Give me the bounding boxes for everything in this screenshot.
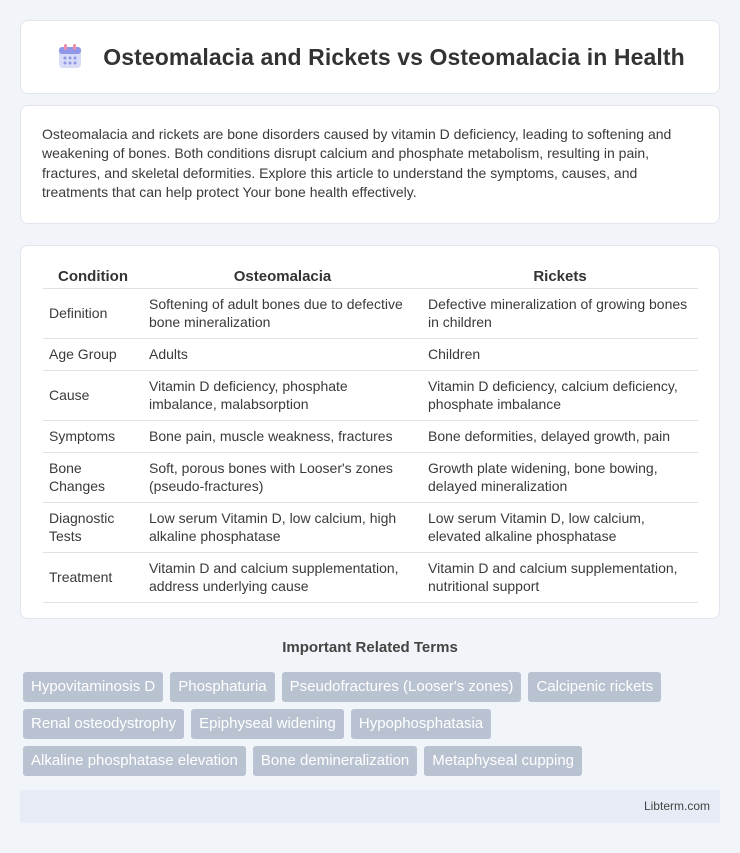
- rickets-cell: Defective mineralization of growing bones in children: [422, 289, 698, 339]
- related-term-tag[interactable]: Metaphyseal cupping: [424, 746, 582, 776]
- row-label: Definition: [43, 289, 143, 339]
- calendar-icon: [55, 42, 85, 72]
- rickets-cell: Bone deformities, delayed growth, pain: [422, 421, 698, 453]
- footer: [20, 790, 720, 823]
- table-row: [43, 339, 698, 371]
- comparison-table-card: [20, 245, 720, 619]
- header-card: [20, 20, 720, 94]
- table-row: [43, 289, 698, 339]
- table-row: [43, 503, 698, 553]
- rickets-cell: Low serum Vitamin D, low calcium, elevated alkaline phosphatase: [422, 503, 698, 553]
- row-label: Cause: [43, 371, 143, 421]
- related-term-tag[interactable]: Phosphaturia: [170, 672, 274, 702]
- related-term-tag[interactable]: Hypovitaminosis D: [23, 672, 163, 702]
- related-term-tag[interactable]: Bone demineralization: [253, 746, 417, 776]
- osteomalacia-cell: Vitamin D deficiency, phosphate imbalance, malabsorption: [143, 371, 422, 421]
- related-terms-list: [23, 672, 723, 783]
- row-label: Age Group: [43, 339, 143, 371]
- related-term-tag[interactable]: Renal osteodystrophy: [23, 709, 184, 739]
- related-term-tag[interactable]: Pseudofractures (Looser's zones): [282, 672, 522, 702]
- osteomalacia-cell: Low serum Vitamin D, low calcium, high alkaline phosphatase: [143, 503, 422, 553]
- osteomalacia-cell: Vitamin D and calcium supplementation, address underlying cause: [143, 553, 422, 603]
- osteomalacia-cell: Softening of adult bones due to defective bone mineralization: [143, 289, 422, 339]
- table-row: [43, 421, 698, 453]
- osteomalacia-cell: Bone pain, muscle weakness, fractures: [143, 421, 422, 453]
- related-term-tag[interactable]: Alkaline phosphatase elevation: [23, 746, 246, 776]
- table-header-row: [43, 265, 698, 289]
- row-label: Treatment: [43, 553, 143, 603]
- related-term-tag[interactable]: Calcipenic rickets: [528, 672, 661, 702]
- table-row: [43, 453, 698, 503]
- rickets-cell: Vitamin D deficiency, calcium deficiency, phosphate imbalance: [422, 371, 698, 421]
- intro-card: [20, 105, 720, 224]
- osteomalacia-cell: Adults: [143, 339, 422, 371]
- row-label: Bone Changes: [43, 453, 143, 503]
- header-rickets: Rickets: [422, 265, 698, 289]
- table-row: [43, 553, 698, 603]
- related-terms-title: Important Related Terms: [282, 639, 458, 656]
- osteomalacia-cell: Soft, porous bones with Looser's zones (pseudo-fractures): [143, 453, 422, 503]
- related-term-tag[interactable]: Epiphyseal widening: [191, 709, 344, 739]
- related-term-tag[interactable]: Hypophosphatasia: [351, 709, 491, 739]
- comparison-table: [43, 265, 698, 603]
- header-condition: Condition: [43, 265, 143, 289]
- row-label: Diagnostic Tests: [43, 503, 143, 553]
- header-osteomalacia: Osteomalacia: [143, 265, 422, 289]
- row-label: Symptoms: [43, 421, 143, 453]
- rickets-cell: Growth plate widening, bone bowing, delayed mineralization: [422, 453, 698, 503]
- rickets-cell: Children: [422, 339, 698, 371]
- page-title: Osteomalacia and Rickets vs Osteomalacia in Health: [103, 43, 685, 70]
- intro-text: Osteomalacia and rickets are bone disorders caused by vitamin D deficiency, leading to softening and weakening of bones. Both conditions disrupt calcium and phosphate metabolism, resulting in pain, fractures, and skeletal deformities. Explore this article to understand the symptoms, causes, and treatments that can help protect Your bone health effectively.: [42, 126, 672, 200]
- footer-site-link[interactable]: Libterm.com: [643, 799, 710, 813]
- rickets-cell: Vitamin D and calcium supplementation, nutritional support: [422, 553, 698, 603]
- table-row: [43, 371, 698, 421]
